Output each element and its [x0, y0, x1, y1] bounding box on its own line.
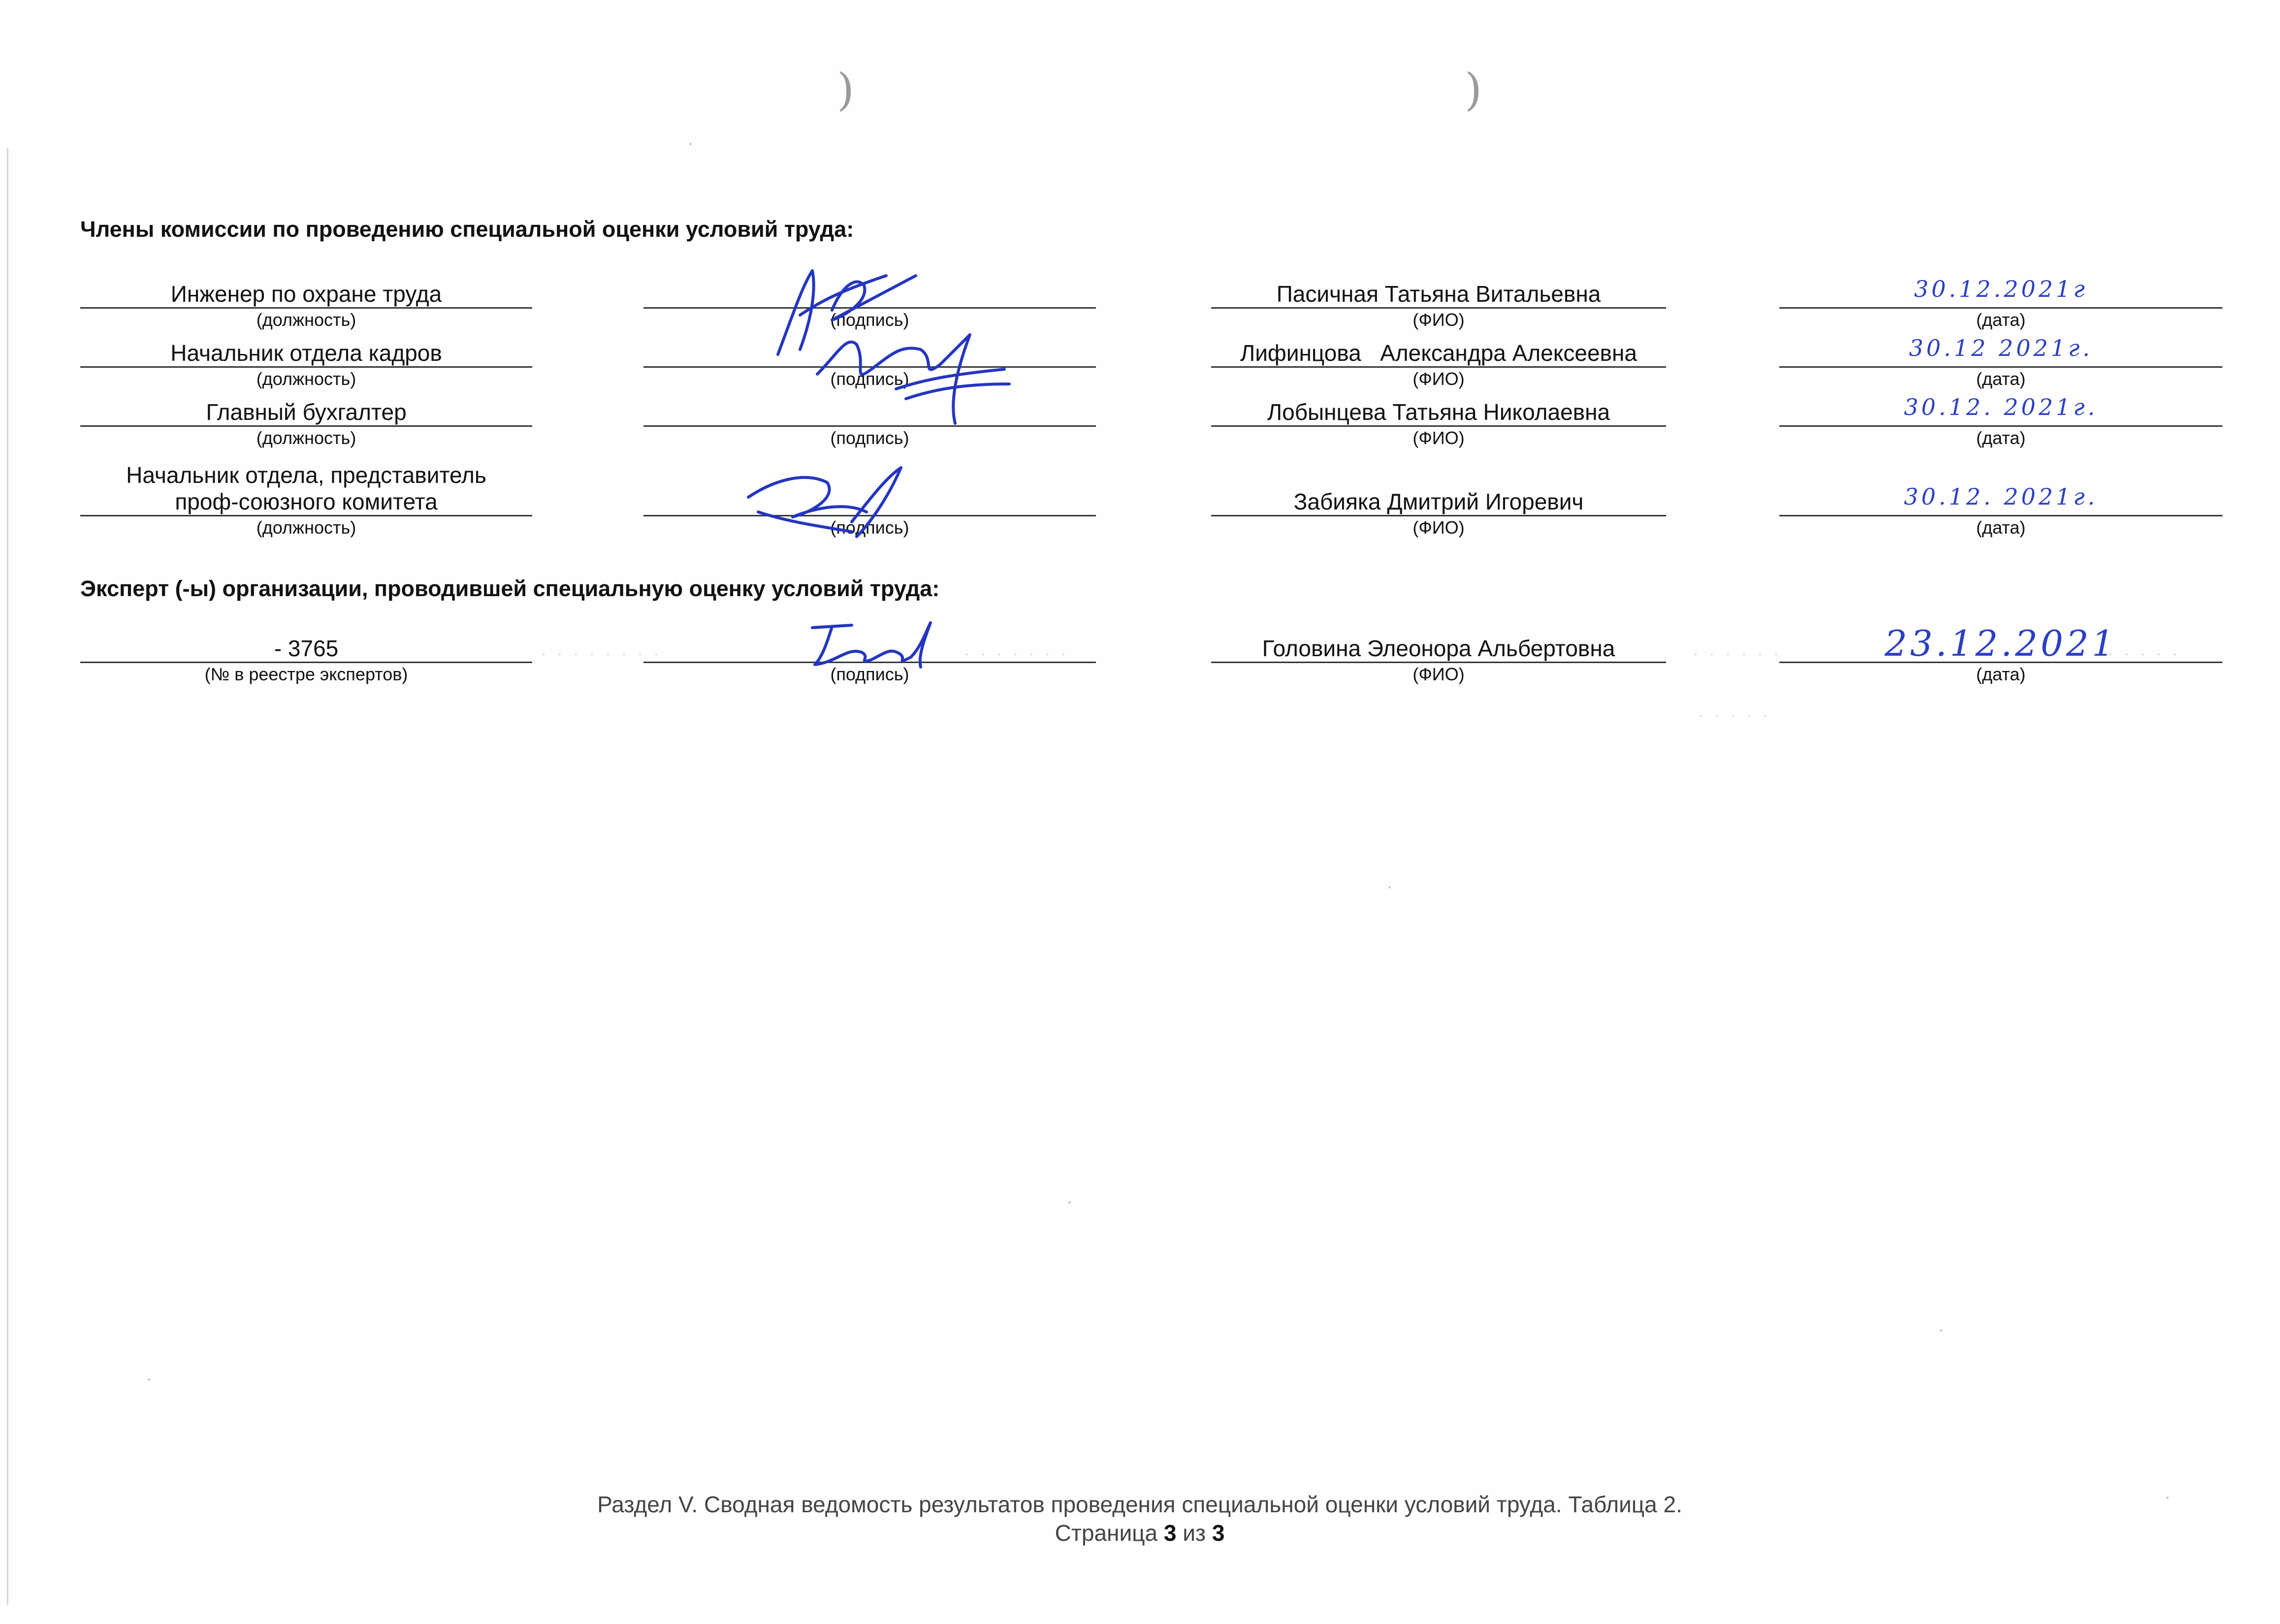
member-fio-cell — [1211, 488, 1666, 539]
date-caption: (дата) — [1976, 369, 2026, 389]
scan-speck — [1068, 1201, 1071, 1204]
scan-speck — [1388, 886, 1391, 889]
signature-caption: (подпись) — [830, 517, 909, 538]
member-position: Инженер по охране труда — [170, 281, 442, 307]
binding-hole-mark: ) — [837, 64, 855, 116]
expert-date: 23.12.2021 — [1884, 623, 2118, 664]
member-date: 30.12.2021г — [1914, 276, 2088, 302]
scan-noise: . . . . . . — [2092, 642, 2181, 659]
member-position-cell — [80, 399, 532, 449]
signature-4 — [739, 458, 926, 541]
member-position-cell — [80, 281, 532, 331]
member-fio: Пасичная Татьяна Витальевна — [1276, 281, 1601, 307]
scan-noise: . . . . . — [1699, 704, 1771, 720]
member-date: 30.12 2021г. — [1909, 335, 2093, 361]
date-caption: (дата) — [1976, 664, 2026, 684]
fio-caption: (ФИО) — [1413, 664, 1465, 684]
member-fio: Забияка Дмитрий Игоревич — [1293, 489, 1584, 514]
registry-caption: (№ в реестре экспертов) — [204, 664, 408, 684]
position-caption: (должность) — [256, 517, 356, 538]
expert-signature — [807, 618, 935, 672]
member-position-cell — [80, 340, 532, 390]
footer-section-title: Раздел V. Сводная ведомость результатов проведения специальной оценки условий труда. Таблица 2. — [597, 1492, 1682, 1517]
date-caption: (дата) — [1976, 428, 2026, 448]
scan-noise: . . . . . . . — [965, 642, 1070, 659]
footer-page-number: Страница 3 из 3 — [1055, 1520, 1225, 1546]
member-position: Начальник отдела кадров — [170, 340, 442, 366]
member-date-cell — [1779, 389, 2222, 449]
member-position: Начальник отдела, представитель проф-союзного комитета — [126, 462, 486, 514]
scan-edge — [7, 148, 8, 1605]
expert-registry-cell — [80, 635, 532, 686]
date-caption: (дата) — [1976, 310, 2026, 330]
scan-noise: . . . . . . — [1694, 642, 1782, 659]
fio-caption: (ФИО) — [1413, 310, 1465, 330]
member-fio: Лобынцева Татьяна Николаевна — [1267, 399, 1610, 425]
member-date-cell — [1779, 330, 2222, 390]
scan-speck — [1940, 1329, 1942, 1332]
member-position: Главный бухгалтер — [206, 399, 407, 425]
binding-hole-mark: ) — [1465, 64, 1482, 116]
signature-caption: (подпись) — [830, 428, 909, 448]
scan-speck — [689, 143, 692, 145]
commission-heading: Члены комиссии по проведению специальной оценки условий труда: — [80, 217, 854, 242]
member-fio-cell — [1211, 281, 1666, 331]
member-fio-cell — [1211, 340, 1666, 390]
member-position-cell — [80, 462, 532, 539]
date-caption: (дата) — [1976, 517, 2026, 538]
member-fio: Лифинцова Александра Алексеевна — [1240, 340, 1637, 366]
signature-caption: (подпись) — [830, 664, 909, 684]
signature-caption: (подпись) — [830, 310, 909, 330]
scan-speck — [148, 1378, 150, 1381]
signature-2 — [807, 315, 1014, 433]
position-caption: (должность) — [256, 369, 356, 389]
scan-noise: . . . . . . . . — [542, 642, 663, 659]
expert-registry-number: - 3765 — [274, 636, 339, 661]
expert-fio-cell — [1211, 635, 1666, 686]
fio-caption: (ФИО) — [1413, 428, 1465, 448]
position-caption: (должность) — [256, 428, 356, 448]
page-footer — [542, 1490, 1738, 1547]
expert-fio: Головина Элеонора Альбертовна — [1262, 636, 1615, 661]
scan-speck — [2166, 1497, 2169, 1499]
member-date: 30.12. 2021г. — [1904, 483, 2098, 510]
fio-caption: (ФИО) — [1413, 369, 1465, 389]
expert-heading: Эксперт (-ы) организации, проводившей специальную оценку условий труда: — [80, 576, 940, 601]
member-date-cell — [1779, 271, 2222, 331]
fio-caption: (ФИО) — [1413, 517, 1465, 538]
signature-caption: (подпись) — [830, 369, 909, 389]
position-caption: (должность) — [256, 310, 356, 330]
member-fio-cell — [1211, 399, 1666, 449]
member-date-cell — [1779, 478, 2222, 539]
member-date: 30.12. 2021г. — [1904, 394, 2098, 420]
